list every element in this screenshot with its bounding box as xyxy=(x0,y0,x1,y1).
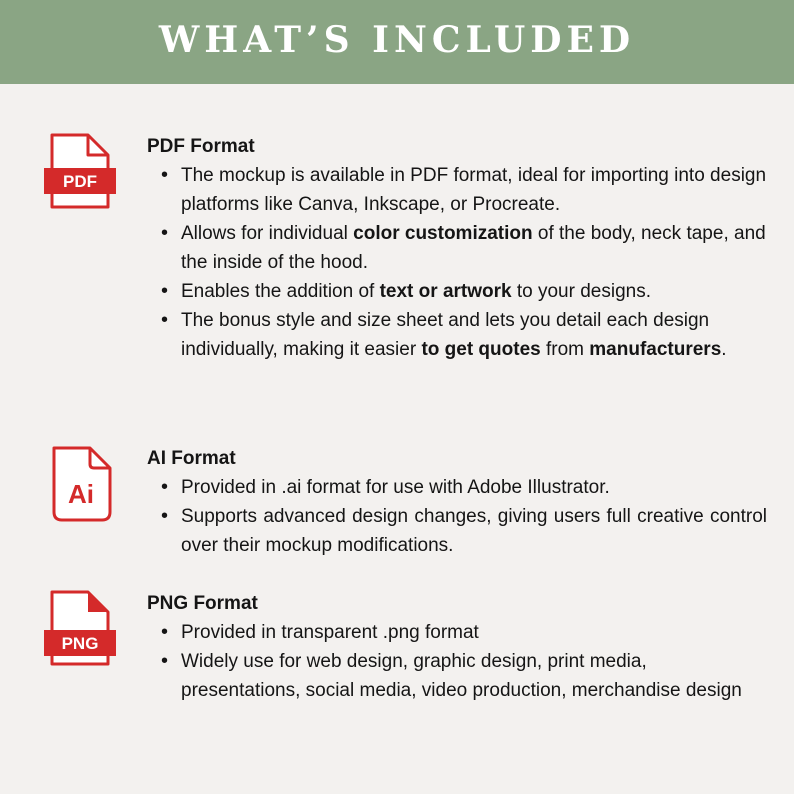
pdf-icon-label: PDF xyxy=(63,172,97,191)
list-item: • Supports advanced design changes, giving users full creative control over their mockup modifications. xyxy=(147,502,767,560)
ai-file-icon xyxy=(48,445,114,523)
list-item: • Widely use for web design, graphic design, print media, presentations, social media, video production, merchandise design xyxy=(147,647,767,705)
list-item: • The bonus style and size sheet and lets you detail each design individually, making it easier to get quotes from manufacturers. xyxy=(147,306,767,364)
list-item: • The mockup is available in PDF format, ideal for importing into design platforms like Canva, Inkscape, or Procreate. xyxy=(147,161,767,219)
list-item: • Allows for individual color customization of the body, neck tape, and the inside of the hood. xyxy=(147,219,767,277)
page-title: WHAT’S INCLUDED xyxy=(158,19,636,61)
png-file-icon xyxy=(44,590,116,668)
list-item: • Provided in transparent .png format xyxy=(147,618,767,647)
list-item: • Enables the addition of text or artwork to your designs. xyxy=(147,277,767,306)
png-icon-label: PNG xyxy=(61,634,99,653)
pdf-file-icon xyxy=(44,133,116,211)
section-title-png: PNG Format xyxy=(147,593,258,614)
list-item: • Provided in .ai format for use with Adobe Illustrator. xyxy=(147,473,767,502)
ai-icon-label: Ai xyxy=(68,479,94,509)
section-title-pdf: PDF Format xyxy=(147,136,255,157)
header-banner xyxy=(0,0,794,84)
section-title-ai: AI Format xyxy=(147,448,236,469)
